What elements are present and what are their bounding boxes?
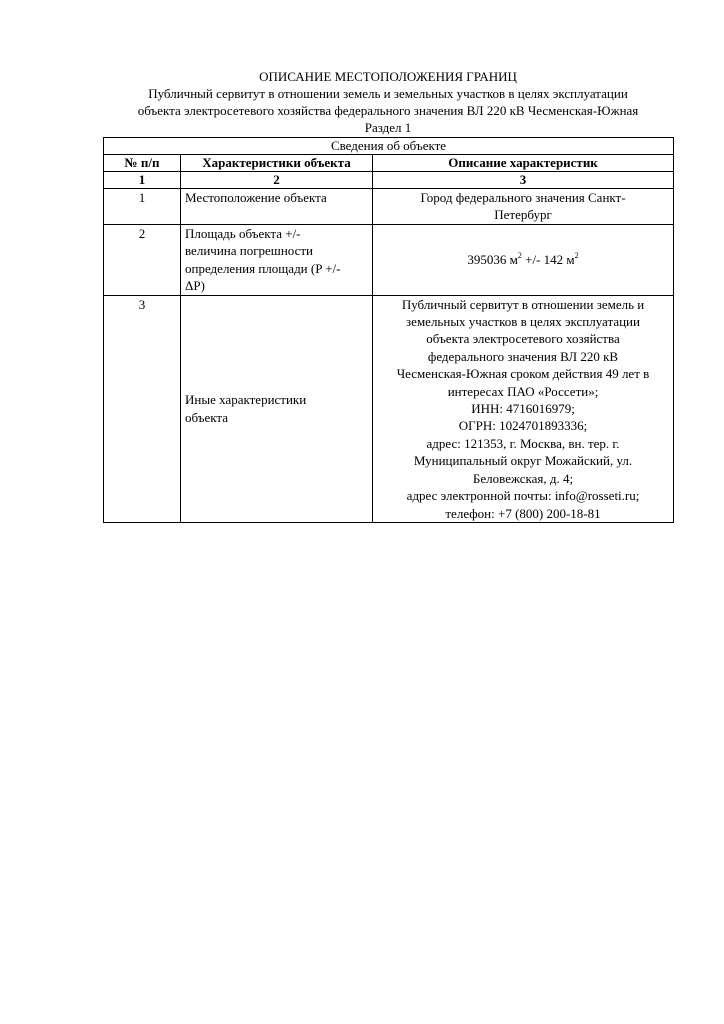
document-title: ОПИСАНИЕ МЕСТОПОЛОЖЕНИЯ ГРАНИЦ [259, 69, 517, 84]
description-line: ОГРН: 1024701893336; [458, 418, 588, 434]
area-value: 395036 м [467, 252, 518, 268]
description-line: Город федерального значения Санкт- [420, 190, 626, 205]
area-unit-exponent: 2 [517, 250, 522, 260]
characteristic-cell [181, 295, 373, 522]
area-tolerance-exponent: 2 [574, 250, 579, 260]
characteristic-cell [181, 189, 373, 225]
description-line: Чесменская-Южная сроком действия 49 лет в [396, 366, 650, 382]
characteristic-line: Местоположение объекта [185, 190, 327, 205]
description-cell [373, 295, 674, 522]
table-row [104, 295, 674, 522]
characteristic-line: Иные характеристики [185, 392, 307, 408]
column-number-2: 2 [181, 172, 373, 189]
column-number-row [104, 172, 674, 189]
object-info-table [103, 137, 674, 523]
row-number: 2 [104, 225, 181, 296]
characteristic-line: определения площади (P +/- [185, 260, 341, 276]
table-row [104, 189, 674, 225]
characteristic-cell [181, 225, 373, 296]
description-line: Муниципальный округ Можайский, ул. [413, 453, 633, 469]
document-subtitle-line-2: объекта электросетевого хозяйства федерального значения ВЛ 220 кВ Чесменская-Южная [137, 103, 639, 118]
description-line: ИНН: 4716016979; [471, 401, 575, 417]
description-line: телефон: +7 (800) 200-18-81 [445, 505, 601, 521]
description-line: объекта электросетевого хозяйства [426, 331, 620, 347]
section-title: Раздел 1 [364, 120, 412, 135]
description-line: Публичный сервитут в отношении земель и [401, 296, 645, 312]
header-characteristic: Характеристики объекта [181, 155, 373, 172]
characteristic-line: Площадь объекта +/- [185, 226, 301, 241]
row-number: 1 [104, 189, 181, 225]
characteristic-line: объекта [185, 409, 229, 425]
description-line: Петербург [494, 207, 552, 223]
table-row [104, 225, 674, 296]
column-number-3: 3 [373, 172, 674, 189]
table-header-row [104, 155, 674, 172]
description-line: земельных участков в целях эксплуатации [406, 314, 640, 330]
description-line: интересах ПАО «Россети»; [447, 383, 599, 399]
characteristic-line: ΔP) [185, 278, 205, 294]
header-number: № п/п [104, 155, 181, 172]
area-value-cell [373, 225, 674, 296]
description-cell [373, 189, 674, 225]
table-caption: Сведения об объекте [104, 138, 674, 155]
description-line: Беловежская, д. 4; [472, 470, 574, 486]
document-subtitle-line-1: Публичный сервитут в отношении земель и земельных участков в целях эксплуатации [148, 86, 628, 101]
description-line: адрес электронной почты: info@rosseti.ru; [406, 488, 640, 504]
header-description: Описание характеристик [373, 155, 674, 172]
description-line: адрес: 121353, г. Москва, вн. тер. г. [426, 435, 620, 451]
area-tolerance: +/- 142 м [521, 252, 575, 268]
row-number: 3 [104, 295, 181, 522]
table-caption-row [104, 138, 674, 155]
description-line: федерального значения ВЛ 220 кВ [427, 348, 619, 364]
characteristic-line: величина погрешности [185, 243, 314, 259]
column-number-1: 1 [104, 172, 181, 189]
